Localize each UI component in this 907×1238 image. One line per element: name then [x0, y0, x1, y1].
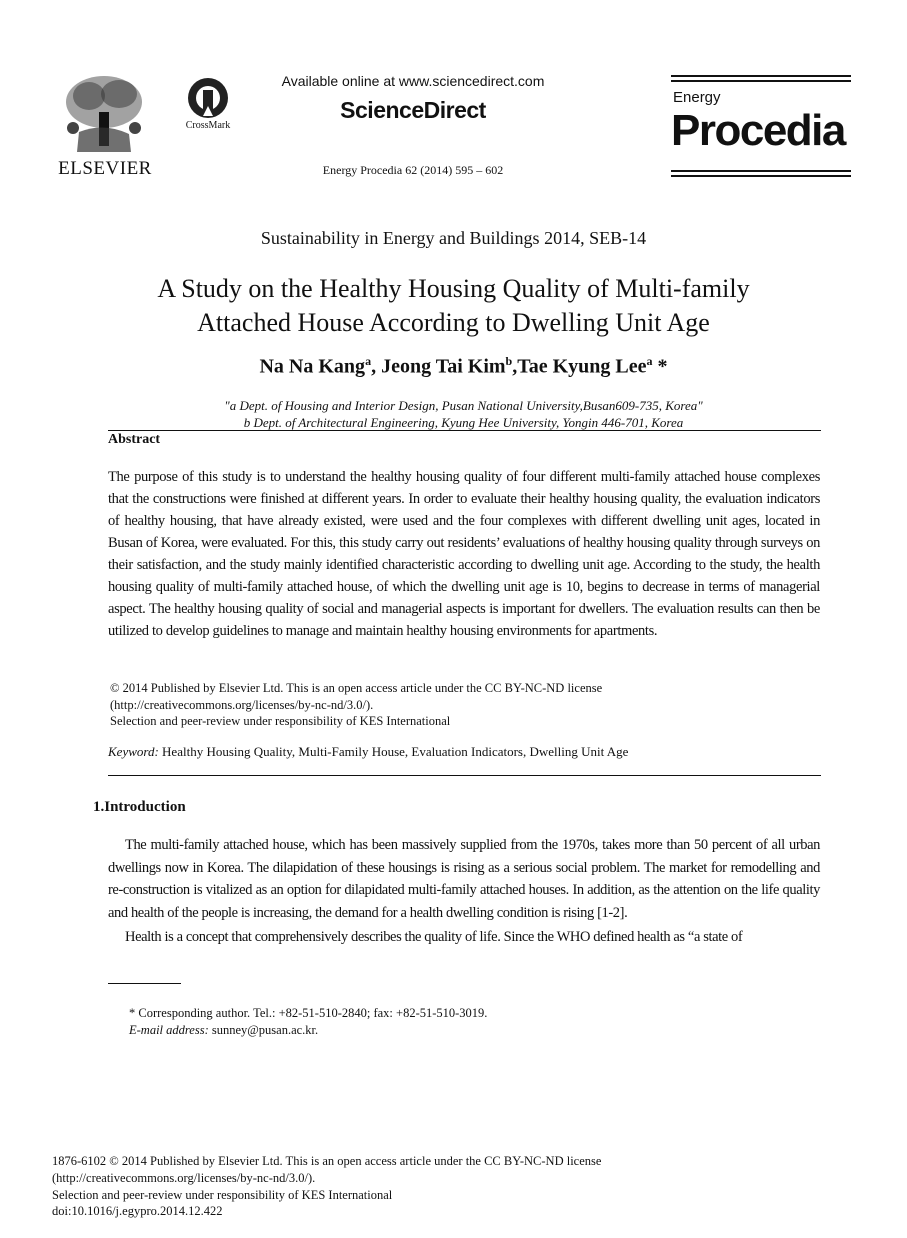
- elsevier-tree-icon: [59, 72, 149, 154]
- paragraph: Health is a concept that comprehensively describes the quality of life. Since the WHO defined health as “a state of: [125, 929, 743, 945]
- corresponding-mark: *: [652, 355, 668, 378]
- email-line: [129, 1022, 819, 1039]
- author-name: Na Na Kang: [259, 355, 366, 378]
- email-label: E-mail address:: [129, 1023, 209, 1037]
- footnote: [129, 1005, 819, 1039]
- journal-small-title: Energy: [673, 89, 721, 106]
- elsevier-logo: [55, 72, 155, 182]
- section-heading: 1.Introduction: [93, 799, 186, 815]
- license-line: © 2014 Published by Elsevier Ltd. This is an open access article under the CC BY-NC-ND license: [110, 681, 603, 695]
- sciencedirect-logo[interactable]: ScienceDirect: [340, 97, 486, 123]
- page-footer: [52, 1153, 812, 1220]
- footer-peer-review: Selection and peer-review under responsibility of KES International: [52, 1187, 393, 1202]
- title-line: Attached House According to Dwelling Unit Age: [197, 308, 710, 337]
- license-block: [110, 680, 810, 730]
- abstract-heading: Abstract: [108, 432, 161, 447]
- logo-rule: [671, 75, 851, 77]
- divider: [108, 775, 821, 776]
- paper-title: [100, 272, 807, 340]
- journal-large-title: Procedia: [671, 106, 845, 155]
- available-online: Available online at www.sciencedirect.com: [281, 73, 545, 89]
- elsevier-label: ELSEVIER: [58, 158, 152, 179]
- footer-copyright: 1876-6102 © 2014 Published by Elsevier Ltd. This is an open access article under the CC BY-NC-ND license: [52, 1154, 602, 1168]
- conference-name: Sustainability in Energy and Buildings 2014, SEB-14: [260, 228, 647, 248]
- abstract-text: The purpose of this study is to understand the healthy housing quality of four different multi-family attached house complexes that the constructions were finished at different years. In order to evaluate their healthy housing quality, the evaluation indicators of healthy housing, that have already existed, were used and the four complexes with different dwelling unit ages, located in Busan of Korea, were evaluated. For this, this study carry out residents’ evaluations of healthy housing quality through surveys on their satisfaction, and the study mainly identified characteristic according to dwelling unit age. According to the study, the health housing quality of multi-family attached house, of which the dwelling unit age is 10, begins to decrease in terms of managerial aspect. The healthy housing quality of social and managerial aspects is important for dwellers. The evaluation results can then be utilized to develop guidelines to manage and maintain healthy housing environments for apartments.: [108, 469, 820, 639]
- keywords: [108, 744, 820, 760]
- journal-citation: Energy Procedia 62 (2014) 595 – 602: [322, 163, 504, 177]
- peer-review-line: Selection and peer-review under responsibility of KES International: [110, 714, 451, 728]
- license-link[interactable]: (http://creativecommons.org/licenses/by-nc-nd/3.0/).: [110, 697, 374, 712]
- journal-logo: [671, 75, 851, 177]
- author-name: , Jeong Tai Kim: [371, 355, 506, 378]
- author-list: [100, 354, 827, 379]
- affiliation-b: b Dept. of Architectural Engineering, Kyung Hee University, Yongin 446-701, Korea: [243, 415, 684, 430]
- title-line: A Study on the Healthy Housing Quality of Multi-family: [157, 274, 750, 303]
- footer-doi[interactable]: doi:10.1016/j.egypro.2014.12.422: [52, 1204, 223, 1219]
- crossmark-label: CrossMark: [185, 120, 231, 131]
- paragraph: The multi-family attached house, which has been massively supplied from the 1970s, takes more than 50 percent of all urban dwellings now in Korea. The dilapidation of these housings is rising as a serious social problem. The market for remodelling and re-construction is vitalized as an option for dilapidated multi-family attached houses. In addition, as the attention on the life quality and health of the people is increasing, the demand for a health dwelling condition is rising [1-2].: [108, 837, 820, 921]
- keywords-label: Keyword:: [108, 744, 159, 759]
- section-body: [108, 834, 820, 949]
- author-affil-mark: b: [505, 354, 513, 368]
- logo-rule: [671, 175, 851, 177]
- author-affil-mark: a: [365, 354, 372, 368]
- footnote-rule: [108, 983, 181, 984]
- author-affil-mark: a: [646, 354, 653, 368]
- email-address[interactable]: sunney@pusan.ac.kr.: [208, 1023, 319, 1037]
- author-name: ,Tae Kyung Lee: [512, 355, 647, 378]
- footer-license-link[interactable]: (http://creativecommons.org/licenses/by-nc-nd/3.0/).: [52, 1170, 316, 1185]
- keywords-text: Healthy Housing Quality, Multi-Family House, Evaluation Indicators, Dwelling Unit Age: [158, 744, 629, 759]
- divider: [108, 430, 821, 431]
- corresponding-author: * Corresponding author. Tel.: +82-51-510-2840; fax: +82-51-510-3019.: [129, 1006, 488, 1020]
- logo-rule: [671, 170, 851, 172]
- crossmark-icon: [178, 76, 238, 120]
- crossmark-logo[interactable]: [178, 76, 238, 136]
- logo-rule: [671, 80, 851, 82]
- affiliation-a: "a Dept. of Housing and Interior Design, Pusan National University,Busan609-735, Korea": [224, 398, 703, 413]
